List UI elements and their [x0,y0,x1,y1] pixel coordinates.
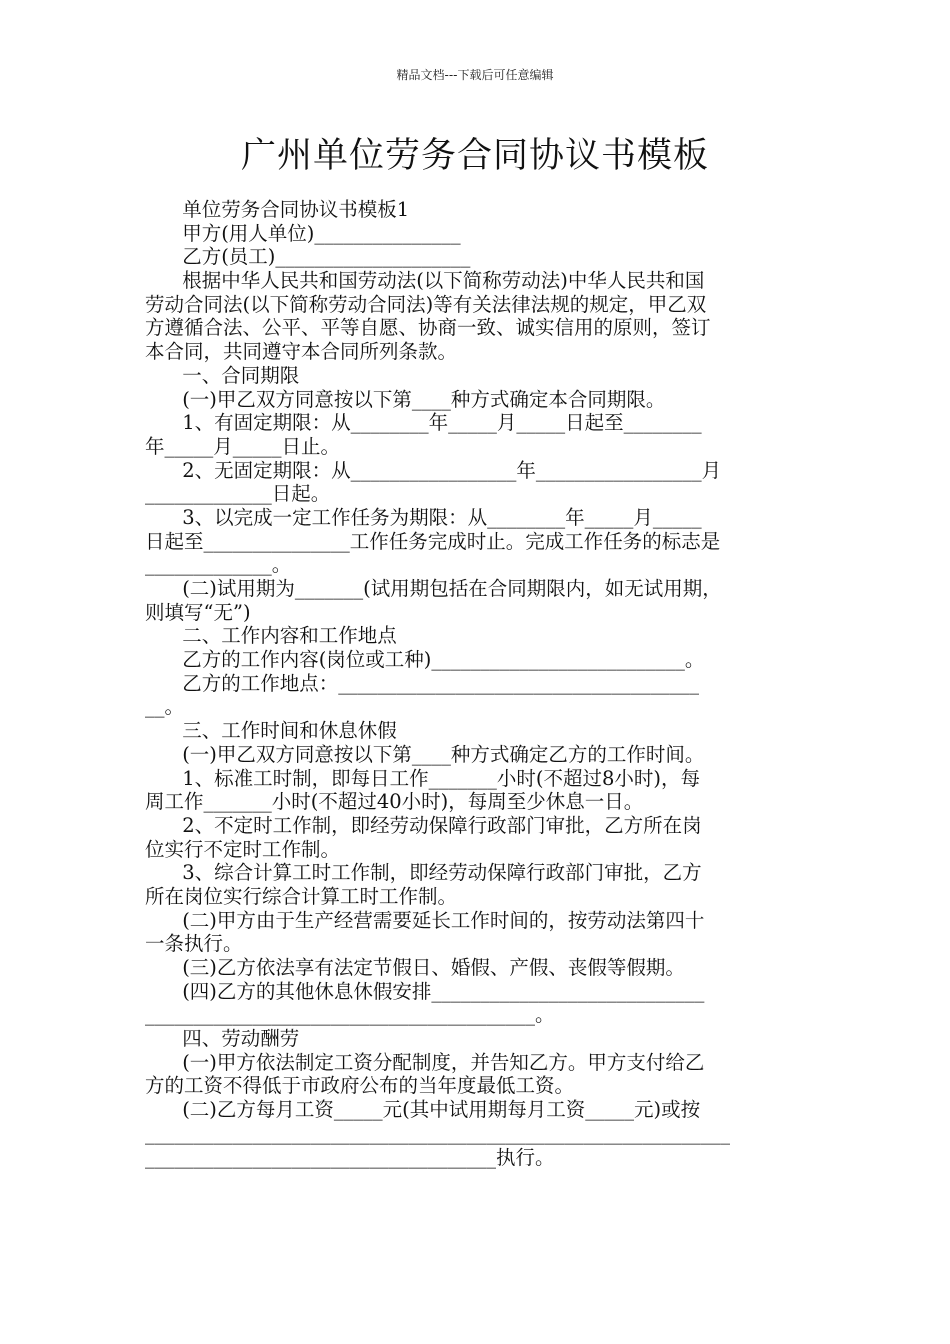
body-line: ____________________________________________________________ [145,1121,730,1145]
document-body [145,198,810,1169]
body-line: 日起至_______________工作任务完成时止。完成工作任务的标志是 [145,529,721,553]
body-line: 方的工资不得低于市政府公布的当年度最低工资。 [145,1074,575,1098]
body-line: 年_____月_____日止。 [145,434,341,458]
body-line: ________________________________________。 [145,1003,555,1027]
body-line: (二)试用期为_______(试用期包括在合同期限内，如无试用期， [145,577,722,600]
body-line: 甲方(用人单位)_______________ [145,221,461,245]
body-line: 方遵循合法、公平、平等自愿、协商一致、诚实信用的原则，签订 [145,316,711,340]
body-line: 乙方的工作内容(岗位或工种)__________________________。 [145,648,705,672]
body-line: 周工作_______小时(不超过40小时)，每周至少休息一日。 [145,790,644,814]
body-line: _____________。 [145,553,292,577]
body-line: 三、工作时间和休息休假 [145,719,397,743]
body-line: ____________________________________执行。 [145,1145,555,1169]
body-line: (二)甲方由于生产经营需要延长工作时间的，按劳动法第四十 [145,908,705,932]
body-line: 一、合同期限 [145,363,300,387]
body-line: (二)乙方每月工资_____元(其中试用期每月工资_____元)或按 [145,1098,701,1122]
body-line: 本合同，共同遵守本合同所列条款。 [145,340,458,364]
body-line: 1、有固定期限：从________年_____月_____日起至________ [145,411,702,435]
body-line: (一)甲乙双方同意按以下第____种方式确定乙方的工作时间。 [145,742,705,766]
body-line: (三)乙方依法享有法定节假日、婚假、产假、丧假等假期。 [145,956,685,979]
body-line: 3、以完成一定工作任务为期限：从________年_____月_____ [145,505,702,529]
body-line: (四)乙方的其他休息休假安排____________________________ [145,979,705,1003]
body-line: (一)甲乙双方同意按以下第____种方式确定本合同期限。 [145,387,666,411]
body-line: 二、工作内容和工作地点 [145,624,397,648]
body-line: 一条执行。 [145,932,243,956]
body-line: 1、标准工时制，即每日工作_______小时(不超过8小时)，每 [145,766,700,790]
body-line: 2、不定时工作制，即经劳动保障行政部门审批，乙方所在岗 [145,813,702,837]
body-line: __。 [145,695,185,719]
body-line: 根据中华人民共和国劳动法(以下简称劳动法)中华人民共和国 [145,269,705,293]
body-line: 则填写“无”) [145,600,251,624]
body-line: 劳动合同法(以下简称劳动合同法)等有关法律法规的规定，甲乙双 [145,292,707,316]
body-line: 乙方(员工)____________________ [145,245,471,269]
body-line: 所在岗位实行综合计算工时工作制。 [145,884,458,908]
body-line: 四、劳动酬劳 [145,1027,300,1051]
page-header: 精品文档---下载后可任意编辑 [396,68,554,82]
body-line: _____________日起。 [145,482,331,506]
body-line: 乙方的工作地点：_____________________________________ [145,671,699,695]
document-title: 广州单位劳务合同协议书模板 [240,136,709,176]
body-line: 3、综合计算工时工作制，即经劳动保障行政部门审批，乙方 [145,861,702,885]
body-line: (一)甲方依法制定工资分配制度，并告知乙方。甲方支付给乙 [145,1050,705,1074]
body-line: 单位劳务合同协议书模板1 [145,198,410,221]
body-line: 2、无固定期限：从_________________年_________________月 [145,458,722,482]
body-line: 位实行不定时工作制。 [145,837,341,861]
